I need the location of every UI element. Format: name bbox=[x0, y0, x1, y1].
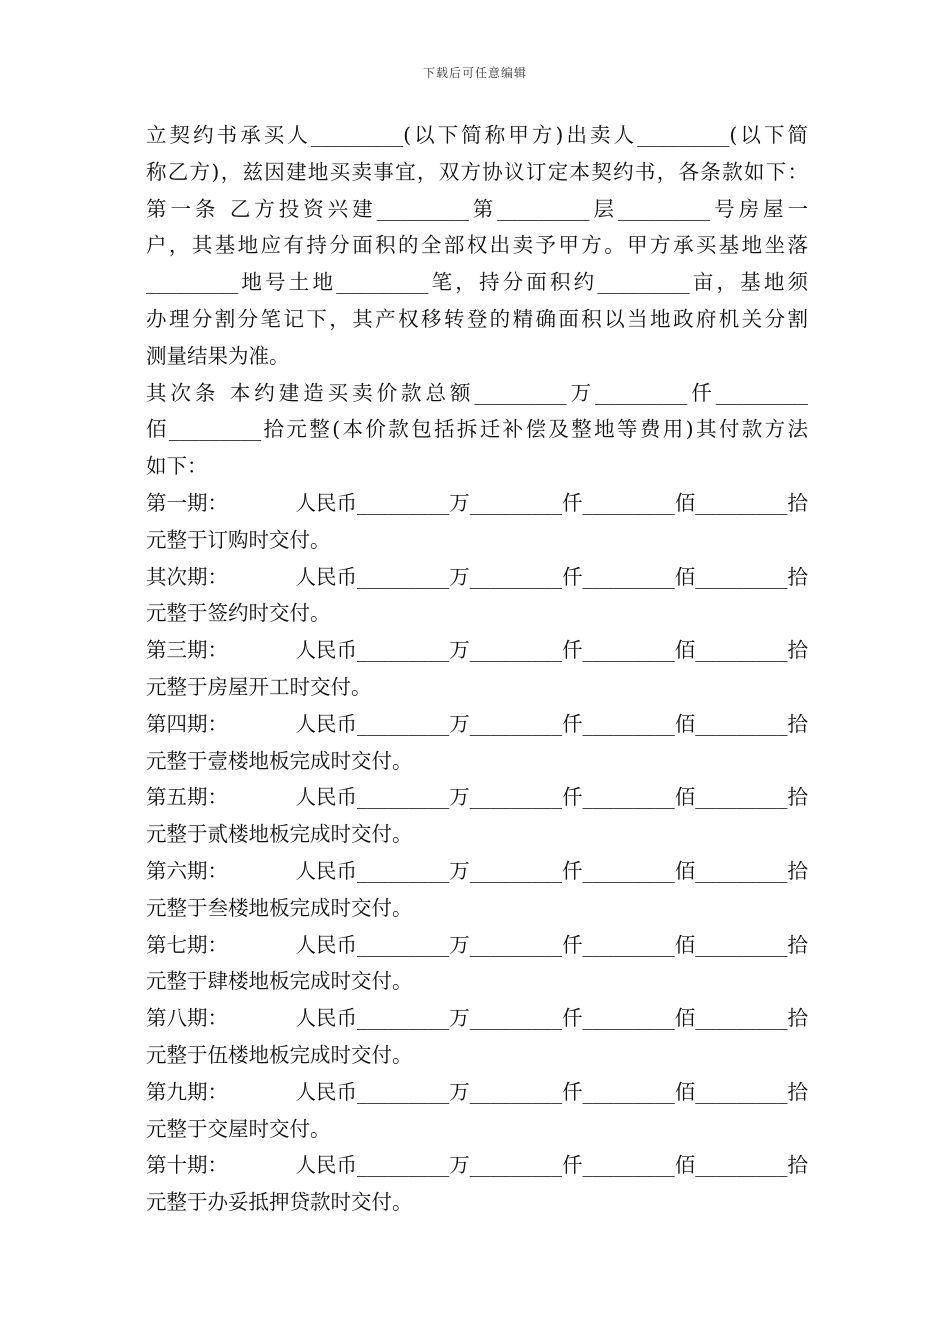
payment-condition: 元整于贰楼地板完成时交付。 bbox=[146, 822, 413, 847]
text-line: _________地号土地_________笔，持分面积约_________亩，基地须 bbox=[146, 270, 808, 295]
payment-item bbox=[146, 706, 808, 780]
payment-amount-blanks: 人民币_________万_________仟_________佰_________拾 bbox=[295, 638, 808, 663]
text-line: 立契约书承买人_________(以下简称甲方)出卖人_________(以下简 bbox=[146, 123, 808, 147]
payment-item bbox=[146, 853, 808, 927]
payment-schedule bbox=[146, 485, 808, 1221]
payment-label: 第四期： bbox=[146, 711, 228, 736]
payment-item bbox=[146, 1147, 808, 1221]
text-line: 办理分割分笔记下，其产权移转登的精确面积以当地政府机关分割 bbox=[146, 306, 808, 331]
article-one bbox=[146, 191, 808, 375]
payment-item bbox=[146, 1074, 808, 1148]
opening-paragraph bbox=[146, 117, 808, 191]
payment-condition: 元整于办妥抵押贷款时交付。 bbox=[146, 1190, 413, 1215]
payment-condition: 元整于订购时交付。 bbox=[146, 527, 331, 552]
payment-amount-blanks: 人民币_________万_________仟_________佰_________拾 bbox=[295, 564, 808, 589]
text-line: 其次条 本约建造买卖价款总额_________万_________仟_________ bbox=[146, 380, 808, 405]
document-body bbox=[146, 117, 808, 1221]
payment-item bbox=[146, 1000, 808, 1074]
payment-label: 其次期： bbox=[146, 564, 228, 589]
payment-label: 第十期： bbox=[146, 1153, 228, 1178]
payment-amount-blanks: 人民币_________万_________仟_________佰_________拾 bbox=[295, 490, 808, 515]
text-line: 佰_________拾元整(本价款包括拆迁补偿及整地等费用)其付款方法 bbox=[146, 417, 808, 442]
payment-item bbox=[146, 559, 808, 633]
payment-condition: 元整于伍楼地板完成时交付。 bbox=[146, 1042, 413, 1067]
page-header: 下载后可任意编辑 bbox=[422, 66, 527, 80]
payment-label: 第三期： bbox=[146, 638, 228, 663]
payment-condition: 元整于签约时交付。 bbox=[146, 601, 331, 626]
text-line: 测量结果为准。 bbox=[146, 343, 290, 368]
payment-item bbox=[146, 927, 808, 1001]
payment-condition: 元整于壹楼地板完成时交付。 bbox=[146, 748, 413, 773]
payment-amount-blanks: 人民币_________万_________仟_________佰_________拾 bbox=[295, 858, 808, 883]
payment-item bbox=[146, 632, 808, 706]
payment-label: 第九期： bbox=[146, 1079, 228, 1104]
payment-label: 第七期： bbox=[146, 932, 228, 957]
text-line: 户，其基地应有持分面积的全部权出卖予甲方。甲方承买基地坐落 bbox=[146, 233, 808, 258]
payment-amount-blanks: 人民币_________万_________仟_________佰_________拾 bbox=[295, 1006, 808, 1031]
payment-amount-blanks: 人民币_________万_________仟_________佰_________拾 bbox=[295, 785, 808, 810]
payment-condition: 元整于房屋开工时交付。 bbox=[146, 674, 372, 699]
payment-condition: 元整于叁楼地板完成时交付。 bbox=[146, 895, 413, 920]
payment-label: 第一期： bbox=[146, 490, 228, 515]
text-line: 称乙方)，兹因建地买卖事宜，双方协议订定本契约书，各条款如下： bbox=[146, 159, 808, 184]
payment-condition: 元整于肆楼地板完成时交付。 bbox=[146, 969, 413, 994]
payment-item bbox=[146, 779, 808, 853]
text-line: 第一条 乙方投资兴建_________第_________层_________号房屋一 bbox=[146, 196, 808, 221]
text-line: 如下： bbox=[146, 454, 208, 479]
payment-label: 第六期： bbox=[146, 858, 228, 883]
article-two bbox=[146, 375, 808, 485]
payment-condition: 元整于交屋时交付。 bbox=[146, 1116, 331, 1141]
payment-label: 第八期： bbox=[146, 1006, 228, 1031]
payment-amount-blanks: 人民币_________万_________仟_________佰_________拾 bbox=[295, 932, 808, 957]
payment-amount-blanks: 人民币_________万_________仟_________佰_________拾 bbox=[295, 1079, 808, 1104]
payment-amount-blanks: 人民币_________万_________仟_________佰_________拾 bbox=[295, 1153, 808, 1178]
payment-amount-blanks: 人民币_________万_________仟_________佰_________拾 bbox=[295, 711, 808, 736]
payment-item bbox=[146, 485, 808, 559]
payment-label: 第五期： bbox=[146, 785, 228, 810]
